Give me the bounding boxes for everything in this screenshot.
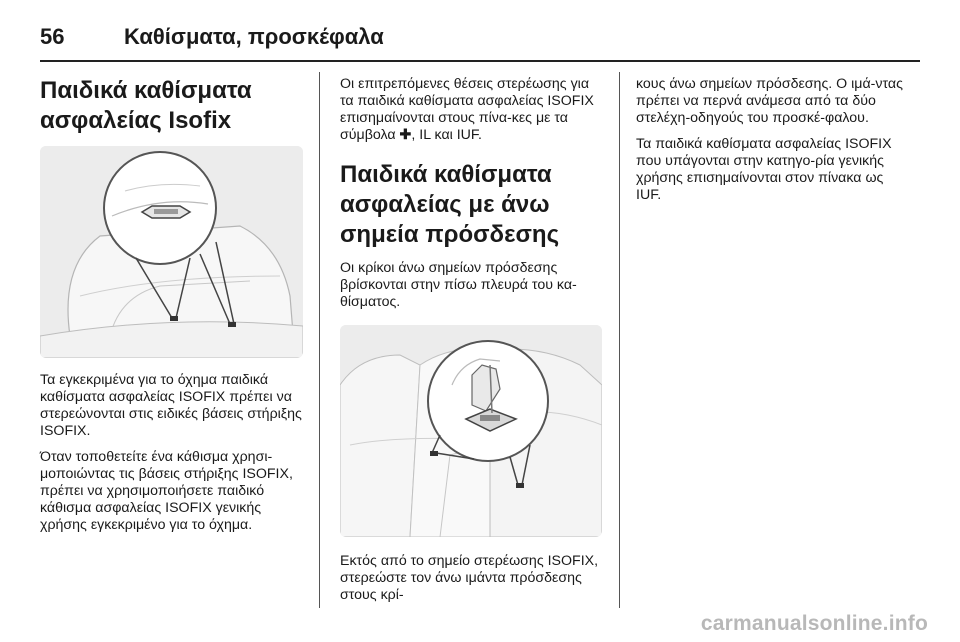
positions-text-before: Οι επιτρεπόμενες θέσεις στερέωσης για τα παιδικά καθίσματα ασφαλείας ISOFIX επισημαίνονται στους πίνα-κες με τα σύμβολα <box>340 76 594 143</box>
top-tether-paragraph-1: Οι κρίκοι άνω σημείων πρόσδεσης βρίσκονται στην πίσω πλευρά του κα-θίσματος. <box>340 260 577 310</box>
plus-symbol-icon: ✚ <box>399 127 412 143</box>
isofix-positions-paragraph <box>340 76 604 144</box>
column-divider-2 <box>619 72 620 608</box>
column-2 <box>340 76 604 613</box>
iuf-paragraph: Τα παιδικά καθίσματα ασφαλείας ISOFIX που υπάγονται στην κατηγο-ρία γενικής χρήσης επισημαίνονται στον πίνακα ως IUF. <box>636 136 892 203</box>
top-tether-illustration <box>340 325 602 537</box>
page-number: 56 <box>40 24 65 49</box>
section-heading-isofix: Παιδικά καθίσματα ασφαλείας Isofix <box>40 77 252 134</box>
watermark-text: carmanualsonline.info <box>700 612 928 635</box>
column-1 <box>40 76 306 543</box>
header-divider <box>40 60 920 62</box>
positions-text-after: , IL και IUF. <box>411 127 482 143</box>
isofix-paragraph-1: Τα εγκεκριμένα για το όχημα παιδικά καθίσματα ασφαλείας ISOFIX πρέπει να στερεώνονται στις ειδικές βάσεις στήριξης ISOFIX. <box>40 372 302 439</box>
page-header <box>40 14 920 60</box>
tether-strap-paragraph: κους άνω σημείων πρόσδεσης. Ο ιμά-ντας πρέπει να περνά ανάμεσα από τα δύο στελέχη-οδηγούς του προσκέ-φαλου. <box>636 76 903 126</box>
column-3 <box>636 76 906 213</box>
isofix-paragraph-2: Όταν τοποθετείτε ένα κάθισμα χρησι-μοποιώντας τις βάσεις στήριξης ISOFIX, πρέπει να χρησιμοποιήσετε παιδικό κάθισμα ασφαλείας ISOFIX γενικής χρήσης εγκεκριμένο για το όχημα. <box>40 449 293 533</box>
column-divider-1 <box>319 72 320 608</box>
section-heading-top-tether: Παιδικά καθίσματα ασφαλείας με άνω σημεία πρόσδεσης <box>340 161 560 248</box>
page-title: Καθίσματα, προσκέφαλα <box>124 24 384 49</box>
top-tether-paragraph-2: Εκτός από το σημείο στερέωσης ISOFIX, στερεώστε τον άνω ιμάντα πρόσδεσης στους κρί- <box>340 553 599 603</box>
isofix-anchor-illustration <box>40 146 303 358</box>
